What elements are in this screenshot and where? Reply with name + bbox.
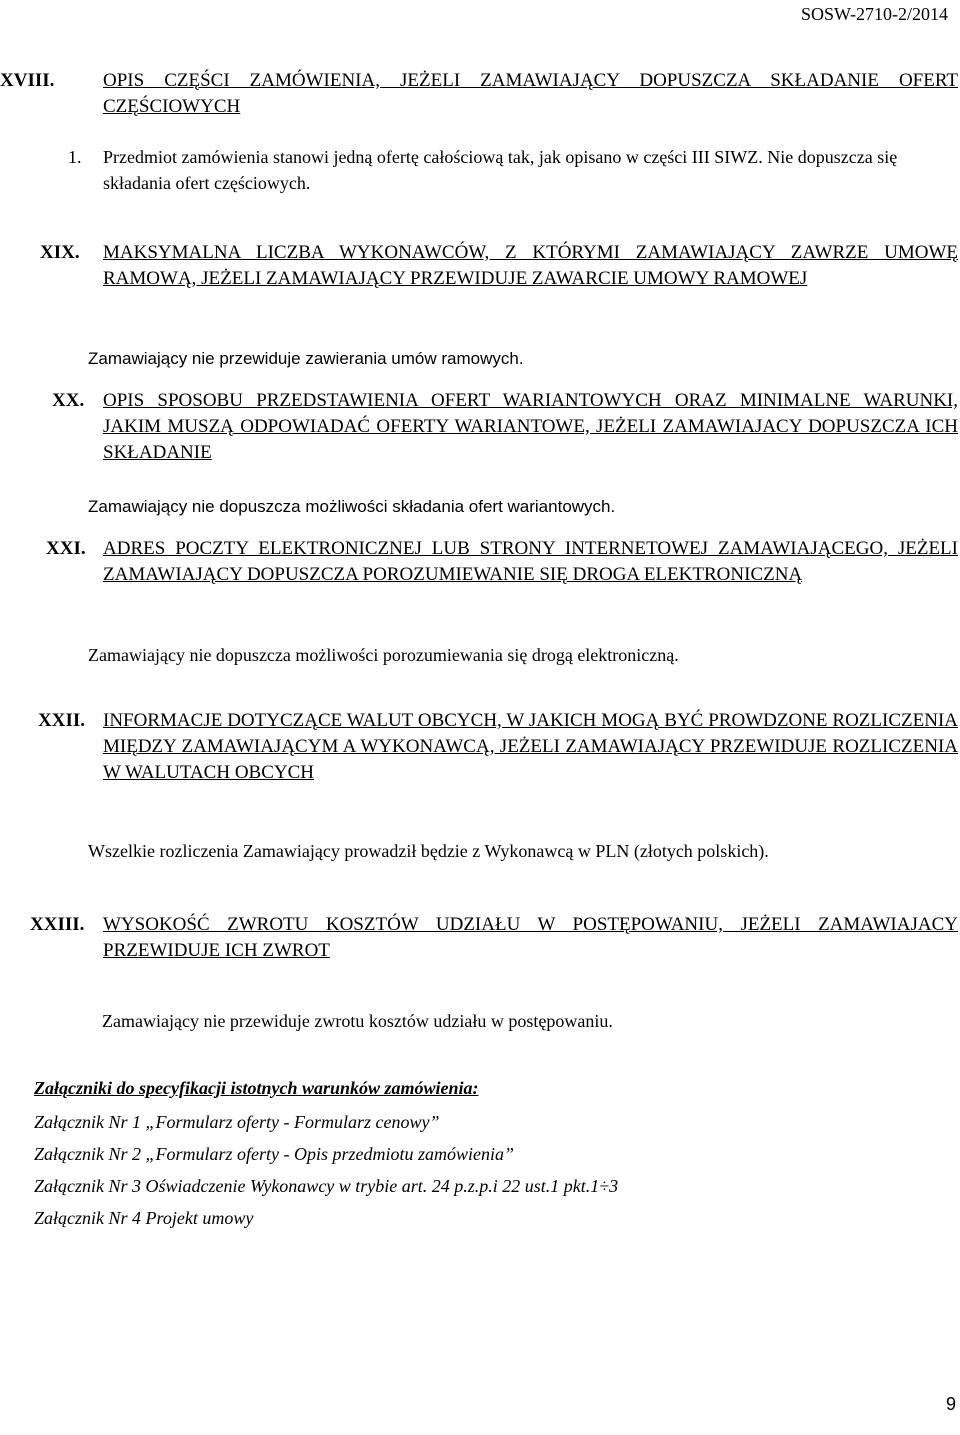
document-id: SOSW-2710-2/2014 (800, 4, 948, 24)
section-number: XIX. (40, 242, 80, 263)
attachment-item: Załącznik Nr 2 „Formularz oferty - Opis przedmiotu zamówienia” (34, 1144, 515, 1164)
section-text: Zamawiający nie przewiduje zwrotu kosztów udziału w postępowaniu. (102, 1011, 613, 1031)
section-number: XX. (52, 390, 85, 411)
section-heading: ADRES POCZTY ELEKTRONICZNEJ LUB STRONY INTERNETOWEJ ZAMAWIAJĄCEGO, JEŻELI ZAMAWIAJĄCY DOPUSZCZA POROZUMIEWANIE SIĘ DROGA ELEKTRONICZNĄ (103, 538, 958, 585)
section-heading: INFORMACJE DOTYCZĄCE WALUT OBCYCH, W JAKICH MOGĄ BYĆ PROWDZONE ROZLICZENIA MIĘDZY ZAMAWIAJĄCYM A WYKONAWCĄ, JEŻELI ZAMAWIAJĄCY PRZEWIDUJE ROZLICZENIA W WALUTACH OBCYCH (103, 710, 958, 783)
list-item-text: Przedmiot zamówienia stanowi jedną ofertę całościową tak, jak opisano w części III SIWZ. Nie dopuszcza się składania ofert częściowych. (103, 147, 898, 193)
section-text: Zamawiający nie dopuszcza możliwości porozumiewania się drogą elektroniczną. (88, 645, 679, 665)
section-heading: WYSOKOŚĆ ZWROTU KOSZTÓW UDZIAŁU W POSTĘPOWANIU, JEŻELI ZAMAWIAJACY PRZEWIDUJE ICH ZWROT (103, 914, 958, 961)
attachment-item: Załącznik Nr 1 „Formularz oferty - Formularz cenowy” (34, 1112, 440, 1132)
attachments-title: Załączniki do specyfikacji istotnych warunków zamówienia: (34, 1078, 479, 1098)
section-text: Wszelkie rozliczenia Zamawiający prowadził będzie z Wykonawcą w PLN (złotych polskich). (88, 841, 769, 861)
section-heading: OPIS CZĘŚCI ZAMÓWIENIA, JEŻELI ZAMAWIAJĄCY DOPUSZCZA SKŁADANIE OFERT CZĘŚCIOWYCH (103, 70, 958, 117)
section-number: XXI. (46, 538, 86, 559)
page-number: 9 (945, 1394, 956, 1414)
section-number: XXIII. (30, 914, 85, 935)
section-heading: MAKSYMALNA LICZBA WYKONAWCÓW, Z KTÓRYMI ZAMAWIAJĄCY ZAWRZE UMOWĘ RAMOWĄ, JEŻELI ZAMAWIAJĄCY PRZEWIDUJE ZAWARCIE UMOWY RAMOWEJ (103, 242, 958, 289)
section-text: Zamawiający nie przewiduje zawierania umów ramowych. (88, 349, 524, 368)
section-heading: OPIS SPOSOBU PRZEDSTAWIENIA OFERT WARIANTOWYCH ORAZ MINIMALNE WARUNKI, JAKIM MUSZĄ ODPOWIADAĆ OFERTY WARIANTOWE, JEŻELI ZAMAWIAJACY DOPUSZCZA ICH SKŁADANIE (103, 390, 958, 463)
attachment-item: Załącznik Nr 4 Projekt umowy (34, 1208, 254, 1228)
list-item-number: 1. (68, 147, 82, 167)
attachment-item: Załącznik Nr 3 Oświadczenie Wykonawcy w trybie art. 24 p.z.p.i 22 ust.1 pkt.1÷3 (34, 1176, 619, 1196)
section-number: XVIII. (0, 70, 55, 91)
section-text: Zamawiający nie dopuszcza możliwości składania ofert wariantowych. (88, 497, 616, 516)
section-number: XXII. (38, 710, 85, 731)
